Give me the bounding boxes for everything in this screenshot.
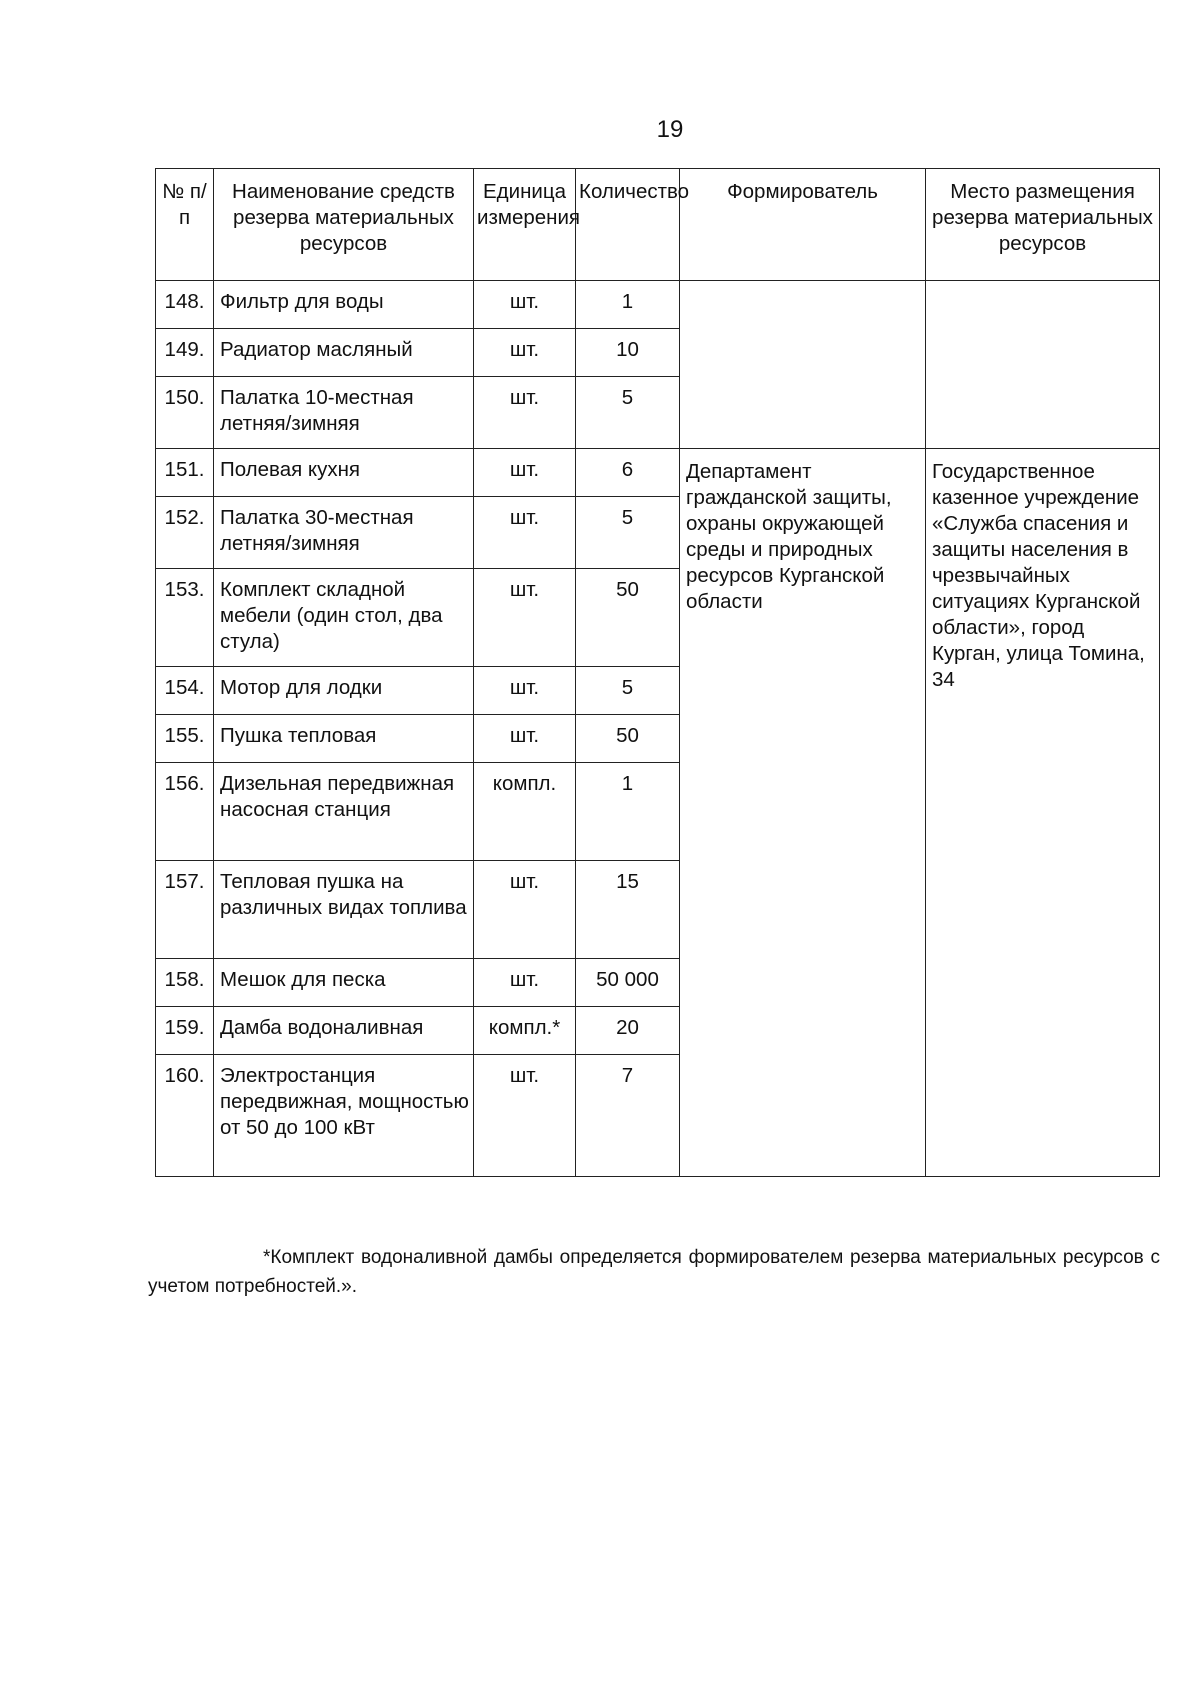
item-name: Палатка 10-местная летняя/зимняя xyxy=(214,377,474,449)
item-name: Тепловая пушка на различных видах топлива xyxy=(214,861,474,959)
row-number: 151. xyxy=(156,449,214,497)
header-unit: Единица измерения xyxy=(474,169,576,281)
row-number: 157. xyxy=(156,861,214,959)
item-unit: шт. xyxy=(474,281,576,329)
row-number: 158. xyxy=(156,959,214,1007)
item-unit: шт. xyxy=(474,497,576,569)
row-number: 150. xyxy=(156,377,214,449)
item-name: Палатка 30-местная летняя/зимняя xyxy=(214,497,474,569)
item-unit: шт. xyxy=(474,667,576,715)
item-quantity: 50 xyxy=(576,569,680,667)
item-name: Радиатор масляный xyxy=(214,329,474,377)
table-row xyxy=(156,281,1160,329)
place-empty-cell xyxy=(926,281,1160,449)
item-unit: шт. xyxy=(474,569,576,667)
item-unit: шт. xyxy=(474,1055,576,1177)
item-unit: шт. xyxy=(474,377,576,449)
item-name: Мешок для песка xyxy=(214,959,474,1007)
item-quantity: 20 xyxy=(576,1007,680,1055)
row-number: 149. xyxy=(156,329,214,377)
item-quantity: 1 xyxy=(576,763,680,861)
item-quantity: 5 xyxy=(576,667,680,715)
item-quantity: 50 000 xyxy=(576,959,680,1007)
row-number: 160. xyxy=(156,1055,214,1177)
former-empty-cell xyxy=(680,281,926,449)
item-name: Пушка тепловая xyxy=(214,715,474,763)
item-unit: шт. xyxy=(474,861,576,959)
table-header-row xyxy=(156,169,1160,281)
place-cell: Государственное казенное учреждение «Служба спасения и защиты населения в чрезвычайных ситуациях Курганской области», город Курган, улица Томина, 34 xyxy=(926,449,1160,1177)
row-number: 153. xyxy=(156,569,214,667)
item-quantity: 15 xyxy=(576,861,680,959)
item-quantity: 6 xyxy=(576,449,680,497)
former-cell: Департамент гражданской защиты, охраны окружающей среды и природных ресурсов Курганской области xyxy=(680,449,926,1177)
item-quantity: 1 xyxy=(576,281,680,329)
resource-table xyxy=(155,168,1160,1177)
item-name: Электростанция передвижная, мощностью от 50 до 100 кВт xyxy=(214,1055,474,1177)
row-number: 156. xyxy=(156,763,214,861)
row-number: 154. xyxy=(156,667,214,715)
item-unit: компл. xyxy=(474,763,576,861)
item-name: Фильтр для воды xyxy=(214,281,474,329)
row-number: 148. xyxy=(156,281,214,329)
header-qty: Количество xyxy=(576,169,680,281)
row-number: 152. xyxy=(156,497,214,569)
row-number: 159. xyxy=(156,1007,214,1055)
item-unit: шт. xyxy=(474,449,576,497)
item-name: Дизельная передвижная насосная станция xyxy=(214,763,474,861)
page-number: 19 xyxy=(656,116,684,143)
header-num: № п/п xyxy=(156,169,214,281)
header-place: Место размещения резерва материальных ресурсов xyxy=(926,169,1160,281)
item-quantity: 7 xyxy=(576,1055,680,1177)
header-name: Наименование средств резерва материальных ресурсов xyxy=(214,169,474,281)
row-number: 155. xyxy=(156,715,214,763)
item-name: Мотор для лодки xyxy=(214,667,474,715)
table-row xyxy=(156,449,1160,497)
item-unit: компл.* xyxy=(474,1007,576,1055)
header-former: Формирователь xyxy=(680,169,926,281)
item-quantity: 10 xyxy=(576,329,680,377)
item-name: Полевая кухня xyxy=(214,449,474,497)
item-quantity: 5 xyxy=(576,497,680,569)
item-name: Дамба водоналивная xyxy=(214,1007,474,1055)
item-unit: шт. xyxy=(474,959,576,1007)
footnote: *Комплект водоналивной дамбы определяется формирователем резерва материальных ресурсов с учетом потребностей.». xyxy=(148,1247,1160,1297)
item-unit: шт. xyxy=(474,329,576,377)
item-quantity: 5 xyxy=(576,377,680,449)
item-unit: шт. xyxy=(474,715,576,763)
item-name: Комплект складной мебели (один стол, два стула) xyxy=(214,569,474,667)
item-quantity: 50 xyxy=(576,715,680,763)
